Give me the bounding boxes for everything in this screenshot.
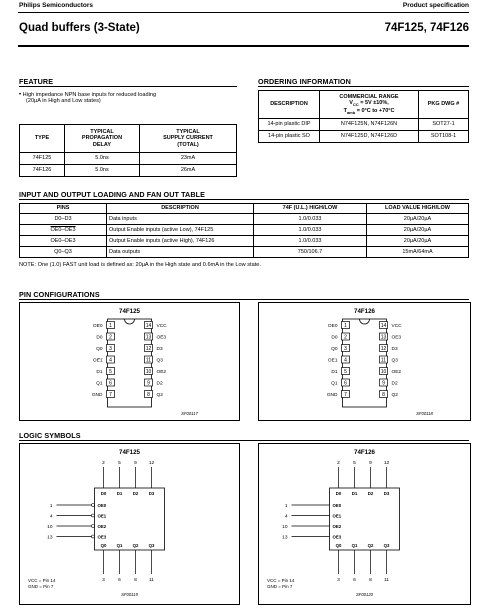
pin-label: Q2: [156, 393, 163, 398]
logic-symbol-74f126: [258, 443, 471, 605]
pin-label: D2: [156, 381, 163, 387]
pin-number: 12: [145, 346, 152, 352]
output-label: Q1: [116, 543, 123, 548]
gnd-note: GND = Pin 7: [267, 584, 293, 589]
output-pin-number: 3: [102, 578, 105, 583]
output-label: Q3: [383, 543, 390, 548]
pin-config-74f125: [19, 302, 240, 421]
page-title: Quad buffers (3-State): [19, 22, 140, 34]
part-number: 74F125, 74F126: [384, 22, 469, 34]
input-label: D3: [148, 491, 155, 496]
pin-label: Q1: [96, 381, 103, 387]
pin-config-title: 74F125: [119, 308, 140, 315]
output-pin-number: 6: [353, 578, 356, 583]
pin-number: 8: [382, 392, 385, 398]
figure-code: SF00118: [416, 411, 433, 416]
input-label: D0: [100, 491, 107, 496]
pin-label: OE2: [156, 370, 167, 375]
figure-code: SF00120: [356, 592, 373, 597]
logic-title: 74F125: [119, 449, 140, 456]
pin-label: D3: [156, 347, 163, 352]
pin-label: OE2: [391, 370, 402, 375]
logic-box: [95, 488, 165, 550]
enable-pin-number: 4: [284, 514, 288, 520]
chip-notch: [125, 319, 135, 324]
pin-number: 1: [344, 323, 347, 329]
company-name: Philips Semiconductors: [19, 2, 94, 9]
pin-number: 3: [109, 346, 112, 352]
pin-label: OE3: [391, 335, 402, 341]
figure-code: SF00119: [121, 592, 138, 597]
loading-note: NOTE: One (1.0) FAST unit load is defined as: 20µA in the High state and 0.6mA in the Low state.: [19, 262, 261, 268]
table-row: 74F125 5.0ns 23mA: [20, 153, 237, 165]
pin-number: 9: [147, 380, 150, 387]
pin-number: 1: [109, 323, 112, 329]
pin-number: 14: [380, 323, 387, 329]
vcc-note: VCC = Pin 14: [267, 578, 295, 583]
pin-number: 4: [344, 357, 347, 364]
pin-number: 11: [380, 357, 387, 364]
table-row: 74F126 5.0ns 26mA: [20, 165, 237, 177]
pin-number: 10: [380, 369, 387, 375]
enable-label: OE3: [332, 534, 342, 540]
input-label: D2: [367, 491, 374, 496]
pin-label: D3: [391, 347, 398, 352]
pin-label: VCC: [156, 324, 167, 329]
pin-label: D1: [96, 370, 103, 375]
input-pin-number: 5: [353, 461, 356, 466]
input-label: D1: [116, 491, 123, 496]
feature-heading: FEATURE: [19, 77, 54, 86]
output-label: Q2: [367, 543, 374, 548]
pin-label: Q0: [331, 347, 338, 352]
pin-number: 9: [382, 380, 385, 387]
enable-label: OE0: [332, 502, 342, 508]
vcc-note: VCC = Pin 14: [28, 578, 56, 583]
input-pin-number: 12: [148, 461, 155, 466]
chip-notch: [360, 319, 370, 324]
output-pin-number: 8: [369, 578, 372, 583]
enable-pin-number: 1: [49, 503, 53, 509]
inversion-bubble: [92, 535, 95, 538]
figure-code: SF00117: [181, 411, 198, 416]
feature-bullet: • High impedance NPN base inputs for reduced loading (20µA in High and Low states): [19, 92, 157, 104]
output-pin-number: 3: [337, 578, 340, 583]
enable-label: OE0: [97, 502, 107, 508]
loading-table: PINS DESCRIPTION 74F (U.L.) HIGH/LOW LOAD VALUE HIGH/LOW D0–D3 Data inputs 1.0/0.033 20µA/20µA OE0–OE3 Output Enable inputs (active Low), 74F125 1.0/0.033 20µA/20µA OE0–OE3 Output Enable inputs (active High), 74F126 1.0/0.033 20µA/20µA Q0–Q3 Data outputs 750/106.7 15mA/64mA: [19, 203, 469, 258]
pin-number: 7: [344, 392, 347, 398]
pin-label: VCC: [391, 324, 402, 329]
table-row: 14-pin plastic SO N74F125D, N74F126D SOT108-1: [259, 131, 469, 143]
input-label: D2: [132, 491, 139, 496]
pin-label: OE3: [156, 335, 167, 341]
pin-number: 7: [109, 392, 112, 398]
pin-number: 3: [344, 346, 347, 352]
feature-table: TYPE TYPICAL PROPAGATION DELAY TYPICAL SUPPLY CURRENT (TOTAL) 74F125 5.0ns 23mA 74F126 5.0ns 26mA: [19, 124, 237, 177]
gnd-note: GND = Pin 7: [28, 584, 54, 589]
pin-label: GND: [91, 393, 103, 398]
input-pin-number: 9: [134, 461, 137, 466]
pin-number: 6: [109, 380, 112, 387]
pin-number: 14: [145, 323, 152, 329]
input-label: D0: [335, 491, 342, 496]
enable-label: OE3: [97, 534, 107, 540]
pin-label: D0: [331, 335, 338, 341]
pin-config-74f126: [258, 302, 471, 421]
pin-number: 5: [344, 369, 347, 375]
pin-number: 8: [147, 392, 150, 398]
pin-number: 6: [344, 380, 347, 387]
pin-label: OE1: [327, 358, 338, 364]
enable-pin-number: 13: [47, 535, 53, 541]
input-pin-number: 9: [369, 461, 372, 466]
enable-pin-number: 10: [47, 524, 53, 530]
output-pin-number: 6: [118, 578, 121, 583]
enable-pin-number: 13: [282, 535, 288, 541]
pin-number: 11: [145, 357, 152, 364]
pin-number: 4: [109, 357, 112, 364]
pin-number: 2: [344, 334, 347, 341]
enable-pin-number: 4: [49, 514, 53, 520]
logic-symbol-74f125: [19, 443, 240, 605]
pin-config-title: 74F126: [354, 308, 375, 315]
logic-box: [330, 488, 400, 550]
input-label: D3: [383, 491, 390, 496]
inversion-bubble: [92, 525, 95, 528]
logic-title: 74F126: [354, 449, 375, 456]
ordering-heading: ORDERING INFORMATION: [258, 77, 351, 86]
inversion-bubble: [92, 514, 95, 517]
enable-label: OE1: [332, 513, 342, 519]
input-pin-number: 5: [118, 461, 121, 466]
pin-number: 10: [145, 369, 152, 375]
pin-label: D1: [331, 370, 338, 375]
pin-number: 5: [109, 369, 112, 375]
output-pin-number: 11: [384, 578, 389, 583]
doc-type: Product specification: [402, 2, 469, 9]
output-label: Q0: [100, 543, 107, 548]
pin-label: OE0: [92, 324, 103, 329]
pin-label: Q3: [156, 358, 163, 364]
pin-number: 12: [380, 346, 387, 352]
output-label: Q3: [148, 543, 155, 548]
pin-label: OE1: [92, 358, 103, 364]
input-label: D1: [351, 491, 358, 496]
enable-label: OE1: [97, 513, 107, 519]
pin-number: 13: [145, 334, 152, 341]
pin-label: D0: [96, 335, 103, 341]
pin-label: D2: [391, 381, 398, 387]
input-pin-number: 2: [337, 461, 340, 466]
enable-label: OE2: [332, 523, 342, 529]
pin-label: Q1: [331, 381, 338, 387]
output-label: Q0: [335, 543, 342, 548]
logic-heading: LOGIC SYMBOLS: [19, 431, 81, 440]
input-pin-number: 12: [383, 461, 390, 466]
output-pin-number: 8: [134, 578, 137, 583]
pin-label: Q2: [391, 393, 398, 398]
pin-config-heading: PIN CONFIGURATIONS: [19, 290, 100, 299]
output-pin-number: 11: [149, 578, 154, 583]
table-row: D0–D3 Data inputs 1.0/0.033 20µA/20µA: [20, 214, 469, 225]
table-row: OE0–OE3 Output Enable inputs (active Low), 74F125 1.0/0.033 20µA/20µA: [20, 225, 469, 236]
loading-heading: INPUT AND OUTPUT LOADING AND FAN OUT TABLE: [19, 190, 206, 199]
table-row: Q0–Q3 Data outputs 750/106.7 15mA/64mA: [20, 247, 469, 258]
inversion-bubble: [92, 504, 95, 507]
pin-label: Q3: [391, 358, 398, 364]
table-row: OE0–OE3 Output Enable inputs (active High), 74F126 1.0/0.033 20µA/20µA: [20, 236, 469, 247]
enable-label: OE2: [97, 523, 107, 529]
output-label: Q1: [351, 543, 358, 548]
pin-label: GND: [326, 393, 338, 398]
output-label: Q2: [132, 543, 139, 548]
enable-pin-number: 1: [284, 503, 288, 509]
table-row: 14-pin plastic DIP N74F125N, N74F126N SOT27-1: [259, 119, 469, 131]
pin-number: 13: [380, 334, 387, 341]
ordering-table: DESCRIPTION COMMERCIAL RANGE $V_{CC} = 5V \pm 10\%$, $T_{amb} = 0^\circ C$ to +70°C PKG DWG # 14-pin plastic DIP N74F125N, N74F126N SOT27-1 14-pin plastic SO N74F125D, N74F126D SOT108-1: [258, 90, 469, 143]
pin-number: 2: [109, 334, 112, 341]
pin-label: Q0: [96, 347, 103, 352]
enable-pin-number: 10: [282, 524, 288, 530]
pin-label: OE0: [327, 324, 338, 329]
input-pin-number: 2: [102, 461, 105, 466]
